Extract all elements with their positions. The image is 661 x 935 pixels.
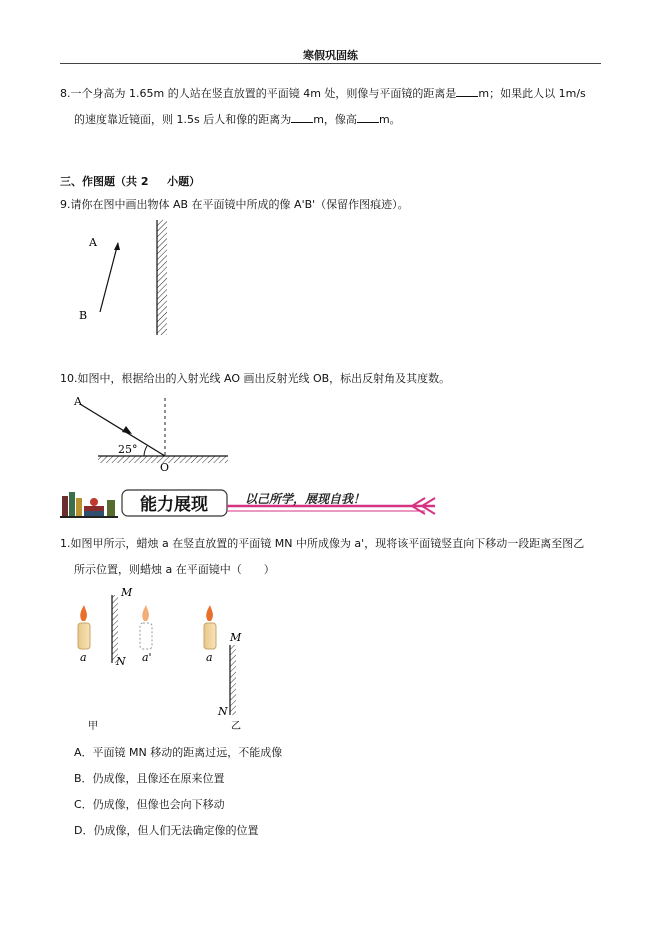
option-b[interactable]: B．仍成像，且像还在原来位置 [74,772,225,785]
q1-figure [68,585,258,735]
q8-line2-mid: m，像高 [313,113,357,126]
label-m-jia: M [121,586,133,599]
q8-line2 [74,112,401,127]
label-jia: 甲 [88,721,98,732]
q10-angle-arc [144,446,147,456]
q8-blank-2[interactable] [291,112,313,123]
q10-figure [60,390,260,475]
figure-jia [78,586,152,732]
q9-label-a: A [89,236,97,249]
label-yi: 乙 [231,721,241,732]
option-d[interactable]: D．仍成像，但人们无法确定像的位置 [74,824,259,837]
banner-slogan: 以己所学，展现自我！ [245,492,366,506]
label-n-jia: N [116,655,126,668]
label-n-yi: N [218,705,228,718]
q10-angle-label: 25° [118,443,138,456]
q8-line1 [60,86,586,101]
header-rule [60,63,601,64]
q8-blank-1[interactable] [456,86,478,97]
label-a-yi: a [206,651,213,664]
q8-blank-3[interactable] [357,112,379,123]
q1-line2: 所示位置，则蜡烛 a 在平面镜中（ ） [74,563,275,576]
q8-line1-tail: m；如果此人以 1m/s [478,87,586,100]
q9-figure [60,215,220,340]
books-icon [60,492,118,518]
candle-a-yi-icon [204,623,216,649]
candle-image-flame-icon [142,605,149,621]
q9-text: 9.请你在图中画出物体 AB 在平面镜中所成的像 A'B'（保留作图痕迹）。 [60,198,409,211]
option-c[interactable]: C．仍成像，但像也会向下移动 [74,798,225,811]
q8-line2-text: 的速度靠近镜面，则 1.5s 后人和像的距离为 [74,113,292,126]
q9-arrow-head [114,242,120,250]
q10-text: 10.如图中，根据给出的入射光线 AO 画出反射光线 OB，标出反射角及其度数。 [60,372,451,385]
label-m-yi: M [230,631,242,644]
q10-arrow-head [122,426,132,434]
q8-line2-tail: m。 [378,113,401,126]
banner-title: 能力展现 [140,495,208,515]
candle-a-flame-icon [80,605,87,621]
label-a-prime: a' [142,651,152,664]
ability-banner [60,484,440,520]
label-a-jia: a [80,651,87,664]
q9-label-b: B [79,309,88,322]
q9-mirror-hatch [157,220,167,335]
option-a[interactable]: A．平面镜 MN 移动的距离过远，不能成像 [74,746,283,759]
q1-line1: 1.如图甲所示，蜡烛 a 在竖直放置的平面镜 MN 中所成像为 a'，现将该平面镜竖直向下移动一段距离至图乙 [60,537,585,550]
q10-label-o: O [160,461,170,474]
page-header: 寒假巩固练 [303,49,358,62]
section-title: 三、作图题（共 2 小题） [60,175,201,188]
figure-yi [204,605,242,732]
candle-a-icon [78,623,90,649]
q8-line1-text: 8.一个身高为 1.65m 的人站在竖直放置的平面镜 4m 处，则像与平面镜的距离是 [60,87,457,100]
q9-object-ab [100,243,118,312]
candle-a-yi-flame-icon [206,605,213,621]
q10-label-a: A [74,395,82,408]
candle-image-icon [140,623,152,649]
